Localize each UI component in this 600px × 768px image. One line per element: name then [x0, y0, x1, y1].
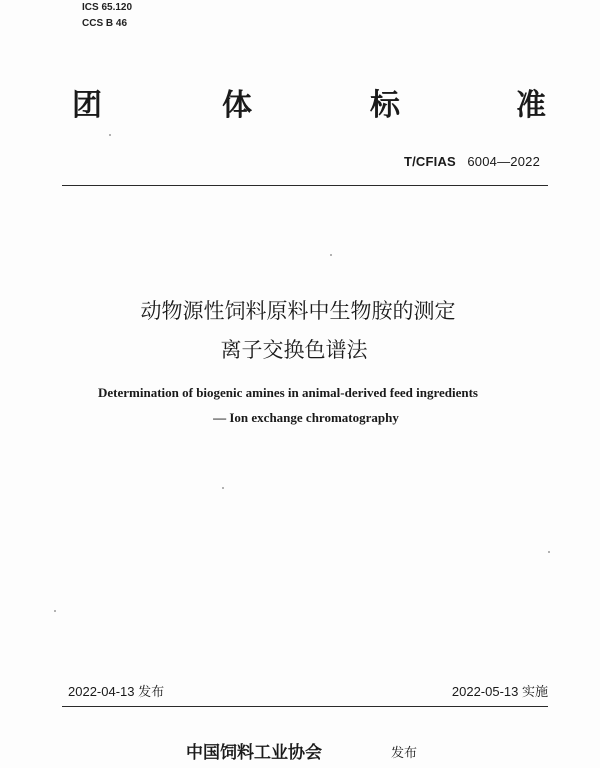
standard-type-char: 团 [72, 88, 102, 123]
bottom-divider [62, 706, 548, 707]
standard-type-char: 准 [516, 88, 546, 123]
standard-number-prefix: T/CFIAS [403, 154, 456, 169]
chinese-title-line-2: 离子交换色谱法 [220, 338, 368, 362]
standard-type-heading [72, 86, 550, 126]
english-title-line-2: — Ion exchange chromatography [213, 410, 399, 425]
scan-speck [54, 610, 56, 612]
ccs-code: CCS B 46 [82, 18, 128, 29]
standard-type-char: 标 [370, 88, 400, 123]
english-title-line-1: Determination of biogenic amines in animal-derived feed ingredients [98, 385, 478, 400]
scan-speck [548, 551, 550, 553]
chinese-title-line-1: 动物源性饲料原料中生物胺的测定 [140, 299, 456, 323]
classification-codes [82, 0, 132, 32]
ics-code: ICS 65.120 [82, 2, 133, 13]
standard-number-value: 6004—2022 [467, 154, 540, 169]
issue-date: 2022-04-13 发布 [68, 684, 165, 699]
publisher-action: 发布 [391, 746, 418, 761]
publisher-name: 中国饲料工业协会 [186, 743, 322, 763]
standard-number [404, 153, 540, 171]
standard-type-char: 体 [222, 88, 252, 123]
scan-speck [330, 254, 332, 256]
implementation-date: 2022-05-13 实施 [451, 684, 548, 699]
date-row [68, 683, 548, 703]
scan-speck [222, 487, 224, 489]
scan-speck [109, 134, 111, 136]
top-divider [62, 185, 548, 186]
